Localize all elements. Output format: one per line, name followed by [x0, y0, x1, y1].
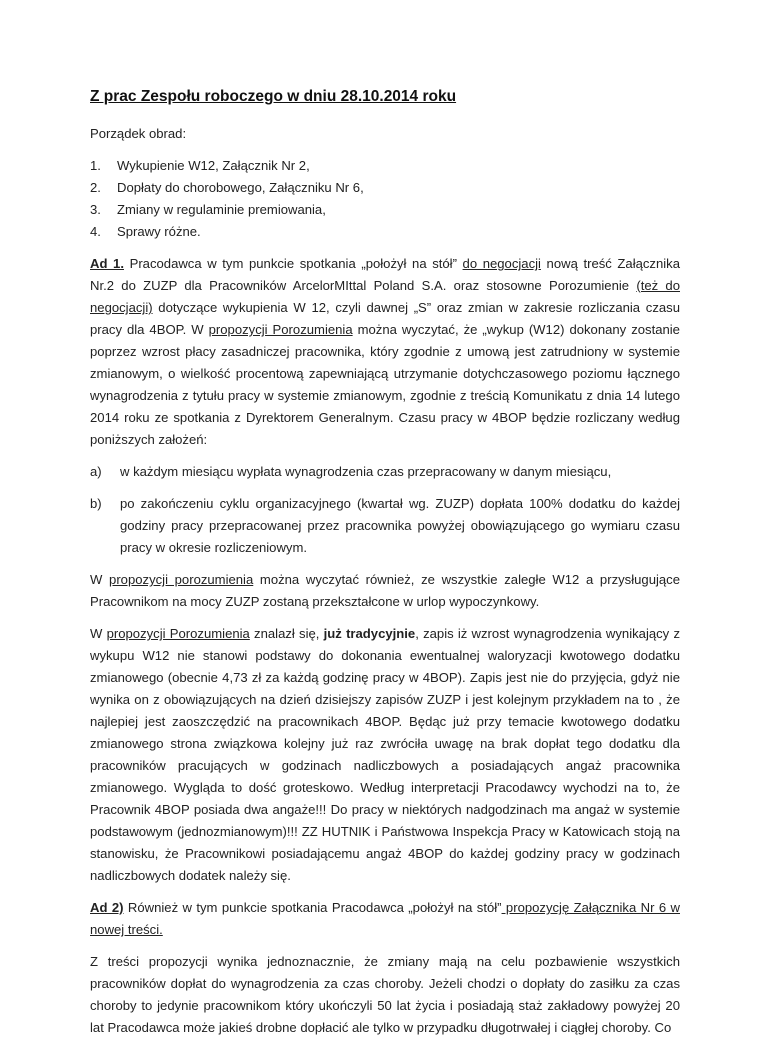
agenda-item-number: 2.: [90, 180, 101, 195]
p2-text: W: [90, 572, 110, 587]
ad1-text: można wyczytać, że „wykup (W12) dokonany zostanie poprzez wzrost płacy zasadniczej pracownika, który zgodnie z umową jest zatrudniony w systemie zmianowym, o wielkość procentową zapewniającą utrzymanie dotychczasowego poziomu łącznego wynagrodzenia z tytułu pracy w systemie zmianowym, zgodnie z treścią Komunikatu z dnia 14 lutego 2014 roku ze spotkania z Dyrektorem Generalnym. Czasu pracy w 4BOP będzie rozliczany według poniższych założeń:: [90, 322, 680, 447]
agenda-item: [90, 177, 680, 199]
agenda-item-number: 4.: [90, 224, 101, 239]
sub-item-a: [90, 461, 680, 483]
p2-underlined: propozycji porozumienia: [109, 572, 254, 587]
ad1-text: dotyczące wykupienia W 12, czyli dawnej „S” oraz zmian w zakresie rozliczania czasu pracy dla 4BOP. W: [90, 300, 680, 337]
ad2-heading: Ad 2): [90, 900, 124, 915]
p2-text: można wyczytać również, ze wszystkie zaległe W12 a przysługujące Pracownikom na mocy ZUZP zostaną przekształcone w urlop wypoczynkowy.: [90, 572, 680, 609]
ad1-underlined: do negocjacji: [462, 256, 541, 271]
ad1-text: nową treść Załącznika Nr.2 do ZUZP dla Pracowników ArcelorMIttal Poland S.A. oraz stosowne Porozumienie: [90, 256, 681, 293]
ad1-underlined: propozycji Porozumienia: [208, 322, 353, 337]
ad1-heading: Ad 1.: [90, 256, 124, 271]
ad1-paragraph: [90, 253, 680, 451]
p3-text: , zapis iż wzrost wynagrodzenia wynikający z wykupu W12 nie stanowi podstawy do dokonania ewentualnej waloryzacji kwotowego dodatku zmianowego (obecnie 4,73 zł za każdą godzinę pracy w 4BOP). Zapis jest nie do przyjęcia, gdyż nie wynika on z obowiązujących na dzień dzisiejszy zapisów ZUZP i jest kolejnym przykładem na to , że najlepiej jest zaoszczędzić na pracownikach 4BOP. Będąc już przy temacie kwotowego dodatku zmianowego strona związkowa kolejny już raz zwróciła uwagę na brak dopłat tego dodatku dla pracowników pracujących w godzinach nadliczbowych a posiadających angaż pracownika zmianowego. Wygląda to dość groteskowo. Według interpretacji Pracodawcy wychodzi na to, że Pracownik 4BOP posiada dwa angaże!!! Do pracy w niektórych nadgodzinach ma angaż w systemie podstawowym (jednozmianowym)!!! ZZ HUTNIK i Państwowa Inspekcja Pracy w Katowicach stoją na stanowisku, że Pracownikowi posiadającemu angaż 4BOP do każdej godziny pracy w godzinach nadliczbowych dodatek należy się.: [90, 626, 680, 883]
agenda-item: [90, 199, 680, 221]
ad2-paragraph: [90, 897, 680, 941]
agenda-item-text: Sprawy różne.: [117, 224, 201, 239]
ad1-underlined: (też do negocjacji): [90, 278, 680, 315]
p3-text: W: [90, 626, 107, 641]
agenda-label: Porządek obrad:: [90, 126, 187, 141]
sub-item-label: a): [90, 464, 102, 479]
paragraph-3: [90, 623, 680, 887]
agenda-item-number: 3.: [90, 202, 101, 217]
agenda-item: [90, 221, 680, 243]
ad1-text: Pracodawca w tym punkcie spotkania „położył na stół”: [123, 256, 463, 271]
paragraph-5: Z treści propozycji wynika jednoznacznie, że zmiany mają na celu pozbawienie wszystkich pracowników dopłat do wynagrodzenia za czas choroby. Jeżeli chodzi o dopłaty do zasiłku za czas choroby to jedynie pracownikom który ukończyli 50 lat życia i posiadają staż zakładowy powyżej 20 lat Pracodawca może jakieś drobne dopłacić ale tylko w przypadku długotrwałej i ciągłej choroby. Co: [90, 954, 680, 1035]
sub-item-b: [90, 493, 680, 559]
sub-item-text: po zakończeniu cyklu organizacyjnego (kwartał wg. ZUZP) dopłata 100% dodatku do każdej godziny pracy przepracowanej przez pracownika powyżej obowiązującego go wymiaru czasu pracy w okresie rozliczeniowym.: [120, 496, 680, 555]
ad2-underlined: propozycję Załącznika Nr 6 w nowej treści.: [90, 900, 680, 937]
paragraph-2: [90, 569, 680, 613]
p3-underlined: propozycji Porozumienia: [106, 626, 250, 641]
sub-item-text: w każdym miesiącu wypłata wynagrodzenia czas przepracowany w danym miesiącu,: [120, 464, 612, 479]
agenda-item-text: Zmiany w regulaminie premiowania,: [117, 202, 326, 217]
agenda-item-text: Dopłaty do chorobowego, Załączniku Nr 6,: [117, 180, 364, 195]
document-title: Z prac Zespołu roboczego w dniu 28.10.2014 roku: [90, 88, 457, 105]
agenda-item: [90, 155, 680, 177]
p3-bold: już tradycyjnie: [323, 626, 416, 641]
agenda-item-number: 1.: [90, 158, 101, 173]
agenda-item-text: Wykupienie W12, Załącznik Nr 2,: [117, 158, 310, 173]
sub-item-label: b): [90, 496, 102, 511]
agenda-list: [90, 155, 680, 243]
ad2-text: Również w tym punkcie spotkania Pracodawca „położył na stół”: [123, 900, 502, 915]
p3-text: znalazł się,: [249, 626, 324, 641]
